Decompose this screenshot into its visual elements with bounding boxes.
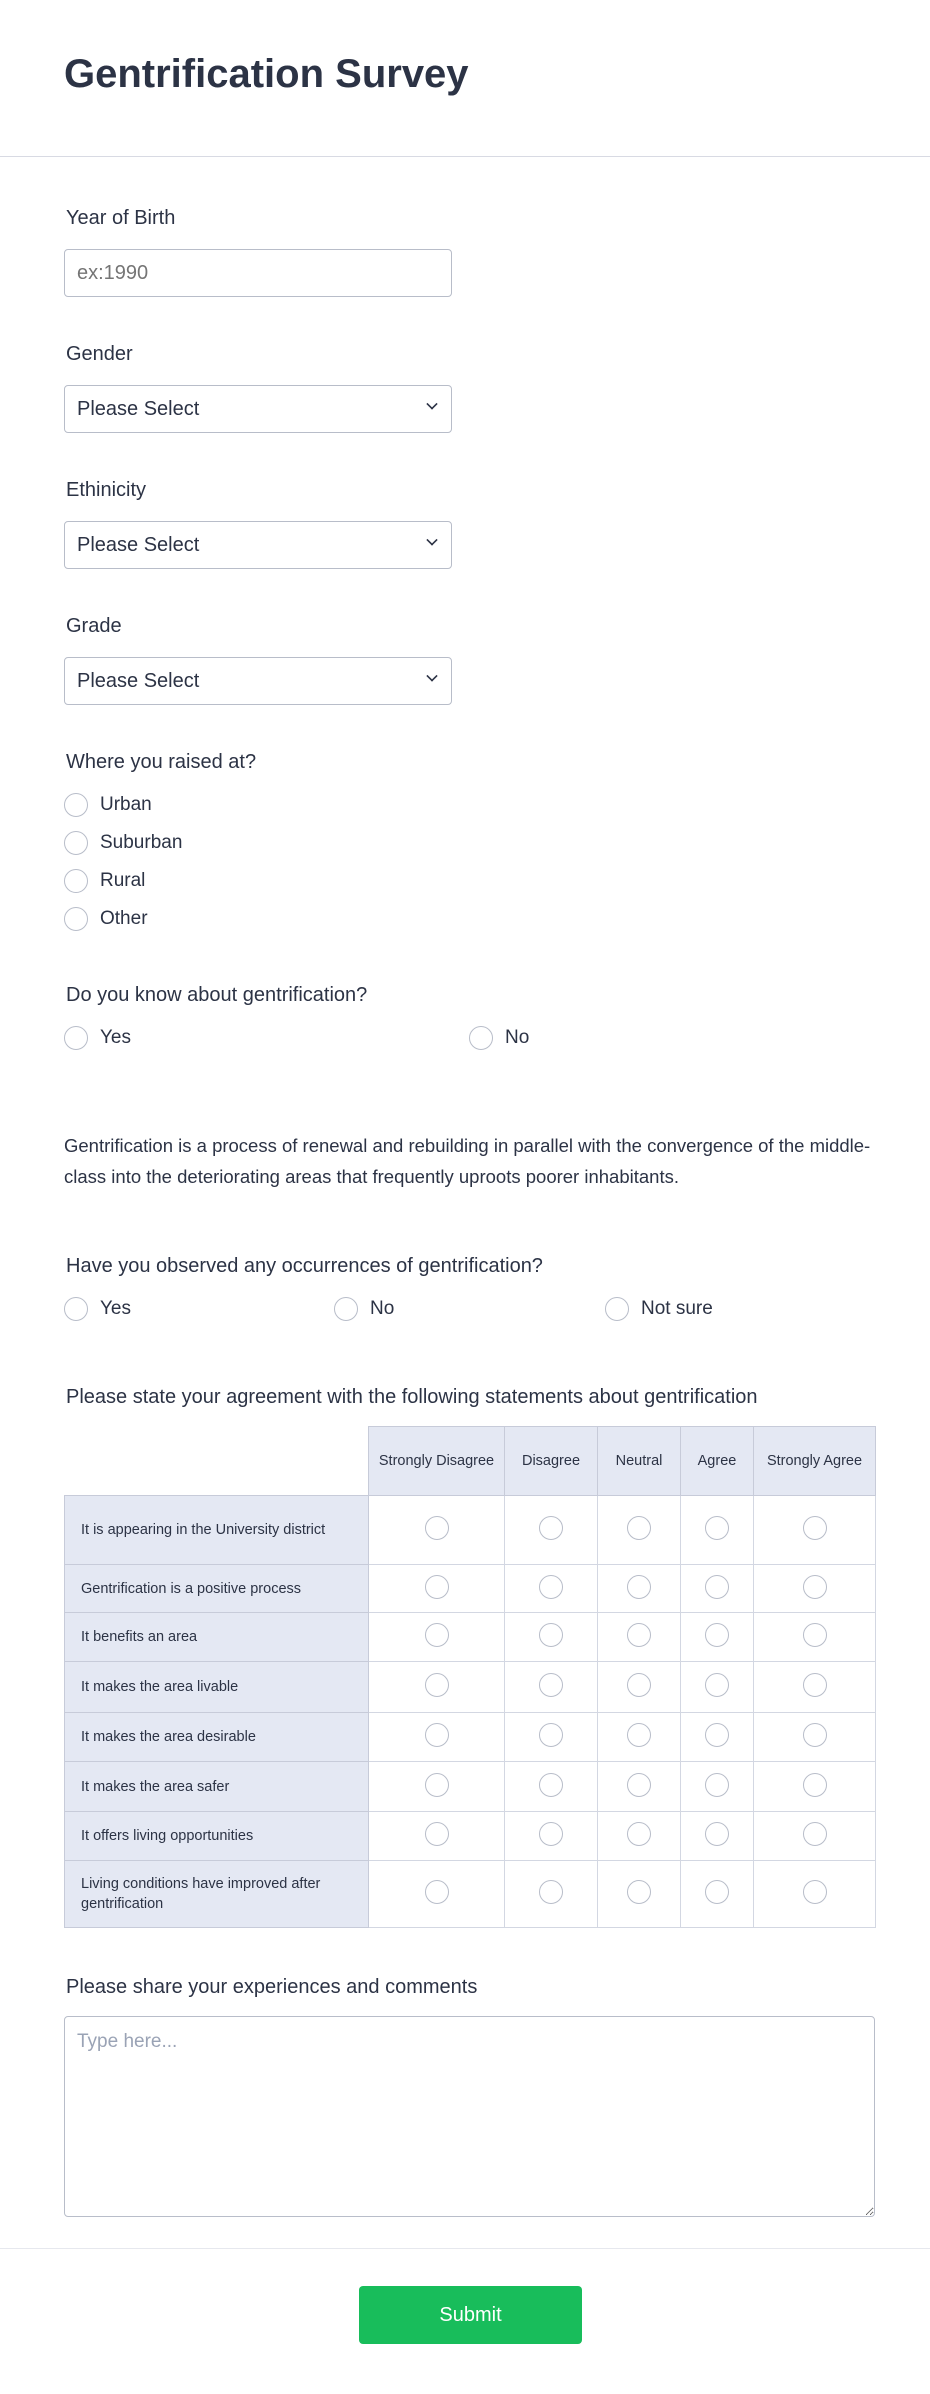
grade-select-value: Please Select <box>77 669 200 692</box>
observed-label: Have you observed any occurrences of gentrification? <box>66 1255 543 1277</box>
radio-circle-icon <box>425 1773 449 1797</box>
row-label: It benefits an area <box>65 1613 369 1662</box>
column-header: Disagree <box>505 1427 598 1496</box>
matrix-cell[interactable] <box>598 1662 681 1713</box>
radio-label: No <box>370 1298 395 1319</box>
matrix-cell[interactable] <box>505 1713 598 1762</box>
table-row <box>65 1861 876 1928</box>
ethnicity-select[interactable] <box>64 521 452 569</box>
agreement-matrix <box>64 1426 876 1928</box>
column-header: Agree <box>681 1427 754 1496</box>
comments-textarea[interactable] <box>64 2016 875 2217</box>
footer-divider <box>0 2248 930 2249</box>
row-label: It offers living opportunities <box>65 1812 369 1861</box>
comments-label: Please share your experiences and comments <box>66 1976 478 1998</box>
radio-circle-icon <box>627 1516 651 1540</box>
header-divider <box>0 156 930 157</box>
gender-label: Gender <box>66 343 133 365</box>
matrix-cell[interactable] <box>505 1565 598 1613</box>
radio-label: Suburban <box>100 832 183 853</box>
matrix-cell[interactable] <box>598 1613 681 1662</box>
gender-select-value: Please Select <box>77 397 200 420</box>
matrix-cell[interactable] <box>598 1496 681 1565</box>
radio-observed-not-sure[interactable] <box>605 1297 713 1321</box>
matrix-cell[interactable] <box>598 1812 681 1861</box>
row-label: It makes the area safer <box>65 1762 369 1812</box>
matrix-cell[interactable] <box>505 1496 598 1565</box>
matrix-cell[interactable] <box>754 1496 876 1565</box>
matrix-cell[interactable] <box>505 1812 598 1861</box>
radio-label: Yes <box>100 1298 131 1319</box>
radio-circle-icon <box>627 1880 651 1904</box>
radio-circle-icon <box>539 1880 563 1904</box>
definition-text: Gentrification is a process of renewal and rebuilding in parallel with the convergence of the middle-class into the deteriorating areas that frequently uproots poorer inhabitants. <box>64 1135 871 1187</box>
submit-button[interactable]: Submit <box>359 2286 582 2344</box>
chevron-down-icon <box>426 534 437 545</box>
radio-know-yes[interactable] <box>64 1026 131 1050</box>
radio-circle-icon <box>64 869 88 893</box>
radio-circle-icon <box>803 1516 827 1540</box>
matrix-cell[interactable] <box>369 1613 505 1662</box>
table-row <box>65 1662 876 1713</box>
matrix-cell[interactable] <box>754 1565 876 1613</box>
column-header: Strongly Agree <box>754 1427 876 1496</box>
row-label: Living conditions have improved after gentrification <box>65 1861 369 1928</box>
matrix-cell[interactable] <box>598 1762 681 1812</box>
matrix-cell[interactable] <box>505 1861 598 1928</box>
radio-circle-icon <box>627 1623 651 1647</box>
radio-circle-icon <box>64 831 88 855</box>
matrix-cell[interactable] <box>598 1565 681 1613</box>
radio-circle-icon <box>705 1673 729 1697</box>
matrix-cell[interactable] <box>754 1713 876 1762</box>
matrix-cell[interactable] <box>754 1762 876 1812</box>
table-row <box>65 1613 876 1662</box>
radio-observed-no[interactable] <box>334 1297 394 1321</box>
radio-other[interactable] <box>64 907 148 931</box>
matrix-cell[interactable] <box>754 1613 876 1662</box>
matrix-cell[interactable] <box>369 1812 505 1861</box>
row-label: It makes the area livable <box>65 1662 369 1713</box>
radio-circle-icon <box>605 1297 629 1321</box>
matrix-cell[interactable] <box>681 1496 754 1565</box>
radio-circle-icon <box>539 1773 563 1797</box>
radio-circle-icon <box>627 1673 651 1697</box>
grade-label: Grade <box>66 615 122 637</box>
radio-circle-icon <box>705 1516 729 1540</box>
radio-know-no[interactable] <box>469 1026 529 1050</box>
table-row <box>65 1812 876 1861</box>
column-header: Neutral <box>598 1427 681 1496</box>
matrix-cell[interactable] <box>505 1762 598 1812</box>
matrix-cell[interactable] <box>598 1861 681 1928</box>
matrix-cell[interactable] <box>754 1812 876 1861</box>
matrix-cell[interactable] <box>681 1762 754 1812</box>
row-label: It is appearing in the University district <box>65 1496 369 1565</box>
radio-circle-icon <box>539 1723 563 1747</box>
year-of-birth-input[interactable] <box>64 249 452 297</box>
radio-circle-icon <box>705 1880 729 1904</box>
radio-circle-icon <box>705 1575 729 1599</box>
ethnicity-select-value: Please Select <box>77 533 200 556</box>
radio-observed-yes[interactable] <box>64 1297 131 1321</box>
radio-circle-icon <box>64 793 88 817</box>
radio-rural[interactable] <box>64 869 145 893</box>
radio-circle-icon <box>627 1822 651 1846</box>
matrix-corner <box>65 1427 369 1496</box>
radio-circle-icon <box>425 1575 449 1599</box>
radio-label: Rural <box>100 870 146 891</box>
radio-circle-icon <box>803 1880 827 1904</box>
matrix-cell[interactable] <box>369 1861 505 1928</box>
gender-select[interactable] <box>64 385 452 433</box>
page-title: Gentrification Survey <box>64 52 469 96</box>
radio-label: Urban <box>100 794 152 815</box>
radio-circle-icon <box>425 1673 449 1697</box>
matrix-cell[interactable] <box>681 1713 754 1762</box>
radio-circle-icon <box>64 1297 88 1321</box>
row-label: It makes the area desirable <box>65 1713 369 1762</box>
matrix-cell[interactable] <box>754 1861 876 1928</box>
radio-circle-icon <box>627 1773 651 1797</box>
radio-circle-icon <box>705 1723 729 1747</box>
radio-label: No <box>505 1027 530 1048</box>
radio-circle-icon <box>539 1575 563 1599</box>
radio-circle-icon <box>803 1822 827 1846</box>
radio-circle-icon <box>425 1822 449 1846</box>
table-row <box>65 1713 876 1762</box>
radio-circle-icon <box>539 1623 563 1647</box>
matrix-cell[interactable] <box>505 1613 598 1662</box>
radio-label: Yes <box>100 1027 131 1048</box>
radio-circle-icon <box>64 1026 88 1050</box>
matrix-cell[interactable] <box>681 1812 754 1861</box>
radio-circle-icon <box>803 1723 827 1747</box>
know-label: Do you know about gentrification? <box>66 984 368 1006</box>
radio-circle-icon <box>425 1723 449 1747</box>
radio-circle-icon <box>425 1623 449 1647</box>
matrix-cell[interactable] <box>369 1496 505 1565</box>
radio-circle-icon <box>425 1516 449 1540</box>
radio-circle-icon <box>803 1623 827 1647</box>
matrix-cell[interactable] <box>681 1662 754 1713</box>
radio-circle-icon <box>539 1516 563 1540</box>
radio-suburban[interactable] <box>64 831 182 855</box>
year-of-birth-label: Year of Birth <box>66 207 176 229</box>
matrix-cell[interactable] <box>681 1565 754 1613</box>
radio-circle-icon <box>705 1822 729 1846</box>
radio-circle-icon <box>334 1297 358 1321</box>
matrix-cell[interactable] <box>369 1762 505 1812</box>
radio-circle-icon <box>705 1773 729 1797</box>
matrix-cell[interactable] <box>369 1713 505 1762</box>
radio-label: Other <box>100 908 148 929</box>
column-header: Strongly Disagree <box>369 1427 505 1496</box>
radio-circle-icon <box>803 1575 827 1599</box>
radio-circle-icon <box>539 1673 563 1697</box>
table-row <box>65 1565 876 1613</box>
radio-circle-icon <box>64 907 88 931</box>
grade-select[interactable] <box>64 657 452 705</box>
matrix-cell[interactable] <box>754 1662 876 1713</box>
radio-urban[interactable] <box>64 793 152 817</box>
radio-circle-icon <box>539 1822 563 1846</box>
radio-circle-icon <box>705 1623 729 1647</box>
matrix-cell[interactable] <box>681 1861 754 1928</box>
radio-circle-icon <box>425 1880 449 1904</box>
ethnicity-label: Ethinicity <box>66 479 147 501</box>
radio-circle-icon <box>627 1723 651 1747</box>
chevron-down-icon <box>426 670 437 681</box>
chevron-down-icon <box>426 398 437 409</box>
row-label: Gentrification is a positive process <box>65 1565 369 1613</box>
table-row <box>65 1762 876 1812</box>
matrix-cell[interactable] <box>369 1565 505 1613</box>
matrix-cell[interactable] <box>369 1662 505 1713</box>
table-row <box>65 1496 876 1565</box>
radio-circle-icon <box>803 1673 827 1697</box>
matrix-cell[interactable] <box>681 1613 754 1662</box>
matrix-label: Please state your agreement with the following statements about gentrification <box>66 1386 758 1408</box>
radio-label: Not sure <box>641 1298 713 1319</box>
radio-circle-icon <box>803 1773 827 1797</box>
matrix-cell[interactable] <box>505 1662 598 1713</box>
raised-label: Where you raised at? <box>66 751 257 773</box>
matrix-cell[interactable] <box>598 1713 681 1762</box>
radio-circle-icon <box>469 1026 493 1050</box>
radio-circle-icon <box>627 1575 651 1599</box>
